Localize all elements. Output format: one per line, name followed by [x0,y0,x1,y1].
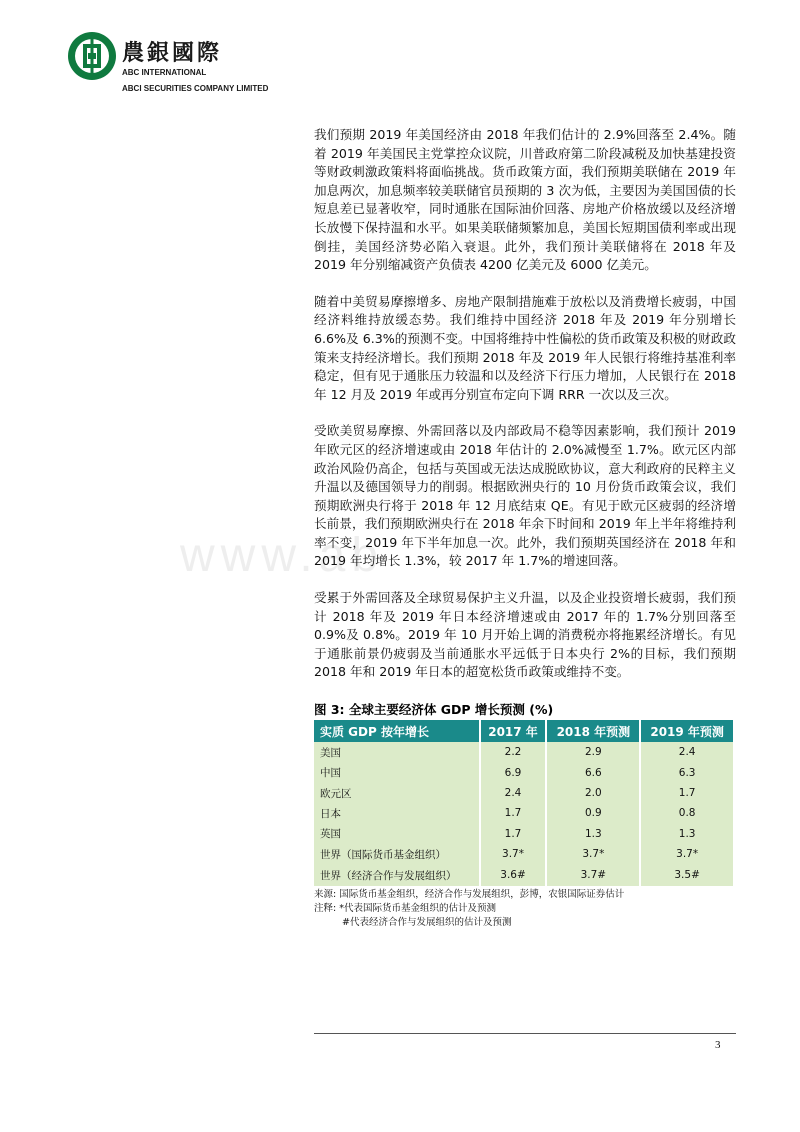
table-row [314,783,733,803]
figure-title: 图 3: 全球主要经济体 GDP 增长预测 (%) [314,702,554,718]
page-header [66,30,366,100]
table-cell: 2.0 [546,783,640,803]
table-row [314,803,733,823]
column-header: 2017 年 [480,720,547,742]
column-header: 2018 年预测 [546,720,640,742]
table-cell: 6.3 [640,762,733,782]
paragraph-eurozone-economy: 受欧美贸易摩擦、外需回落以及内部政局不稳等因素影响，我们预计 2019 年欧元区的经济增速或由 2018 年估计的 2.0%减慢至 1.7%。欧元区内部政治风险仍高企，包括与英国或无法达成脱欧协议，意大利政府的民粹主义升温以及德国领导力的削弱。根据欧洲央行的 10 月份货币政策会议，我们预期欧洲央行将于 2018 年 12 月底结束 QE。有见于欧元区疲弱的经济增长前景，我们预期欧洲央行在 2018 年余下时间和 2019 年上半年将维持利率不变，2019 年下半年加息一次。此外，我们预期英国经济在 2018 年和 2019 年均增长 1.3%，较 2017 年 1.7%的增速回落。 [314,423,736,569]
gdp-forecast-table [314,720,733,886]
watermark: www.ab [180,529,385,582]
table-cell: 0.9 [546,803,640,823]
table-cell: 3.5# [640,864,733,886]
table-cell: 6.6 [546,762,640,782]
footer-divider [314,1033,736,1034]
table-row [314,824,733,844]
paragraph-china-economy: 随着中美贸易摩擦增多、房地产限制措施难于放松以及消费增长疲弱，中国经济料维持放缓态势。我们维持中国经济 2018 年及 2019 年分别增长 6.6%及 6.3%的预测不变。中国将维持中性偏松的货币政策及积极的财政政策来支持经济增长。我们预期 2018 年及 2019 年人民银行将维持基准利率稳定，但有见于通胀压力较温和以及经济下行压力增加，人民银行在 2018 年 12 月及 2019 年或再分别宣布定向下调 RRR 一次以及三次。 [314,293,736,402]
table-cell: 2.9 [546,742,640,762]
table-header-row [314,720,733,742]
figure-notes [314,888,736,930]
table-row [314,864,733,886]
row-label: 英国 [314,824,480,844]
table-cell: 3.7* [546,844,640,864]
row-label: 欧元区 [314,783,480,803]
column-header: 实质 GDP 按年增长 [314,720,480,742]
row-label: 中国 [314,762,480,782]
table-row [314,844,733,864]
table-cell: 6.9 [480,762,547,782]
row-label: 世界（经济合作与发展组织） [314,864,480,886]
figure-source: 来源: 国际货币基金组织，经济合作与发展组织，彭博，农银国际证券估计 [314,889,625,901]
table-cell: 2.4 [480,783,547,803]
page-number: 3 [715,1039,721,1051]
table-cell: 2.2 [480,742,547,762]
table-cell: 3.6# [480,864,547,886]
table-cell: 0.8 [640,803,733,823]
paragraph-japan-economy: 受累于外需回落及全球贸易保护主义升温，以及企业投资增长疲弱，我们预计 2018 年及 2019 年日本经济增速或由 2017 年的 1.7%分别回落至 0.9%及 0.8%。2019 年 10 月开始上调的消费税亦将拖累经济增长。有见于通胀前景仍疲弱及当前通胀水平远低于日本央行 2%的目标，我们预期 2018 年和 2019 年日本的超宽松货币政策或维持不变。 [314,590,736,680]
brand-name-cn: 農銀國際 [122,41,223,66]
table-cell: 3.7# [546,864,640,886]
brand-name-en: ABC INTERNATIONAL [122,68,207,77]
figure-note-oecd: #代表经济合作与发展组织的估计及预测 [342,917,512,929]
row-label: 世界（国际货币基金组织） [314,844,480,864]
table-cell: 1.3 [546,824,640,844]
abc-coin-logo-icon [66,30,118,82]
table-cell: 3.7* [480,844,547,864]
table-row [314,742,733,762]
paragraph-us-economy: 我们预期 2019 年美国经济由 2018 年我们估计的 2.9%回落至 2.4%。随着 2019 年美国民主党掌控众议院，川普政府第二阶段减税及加快基建投资等财政刺激政策料将面临挑战。货币政策方面，我们预期美联储在 2019 年加息两次，加息频率较美联储官员预期的 3 次为低，主要因为美国国债的长短息差已显著收窄，同时通胀在国际油价回落、房地产价格放缓以及经济增长放慢下保持温和水平。如果美联储频繁加息，美国长短期国债利率或出现倒挂，美国经济势必陷入衰退。此外，我们预计美联储将在 2018 年及 2019 年分别缩减资产负债表 4200 亿美元及 6000 亿美元。 [314,127,736,273]
table-cell: 1.7 [640,783,733,803]
table-cell: 2.4 [640,742,733,762]
table-row [314,762,733,782]
row-label: 日本 [314,803,480,823]
table-cell: 3.7* [640,844,733,864]
table-cell: 1.7 [480,803,547,823]
figure-note-imf: 注释: *代表国际货币基金组织的估计及预测 [314,903,496,915]
row-label: 美国 [314,742,480,762]
table-cell: 1.3 [640,824,733,844]
report-body [314,126,736,930]
brand-company-en: ABCI SECURITIES COMPANY LIMITED [122,84,269,93]
table-cell: 1.7 [480,824,547,844]
column-header: 2019 年预测 [640,720,733,742]
